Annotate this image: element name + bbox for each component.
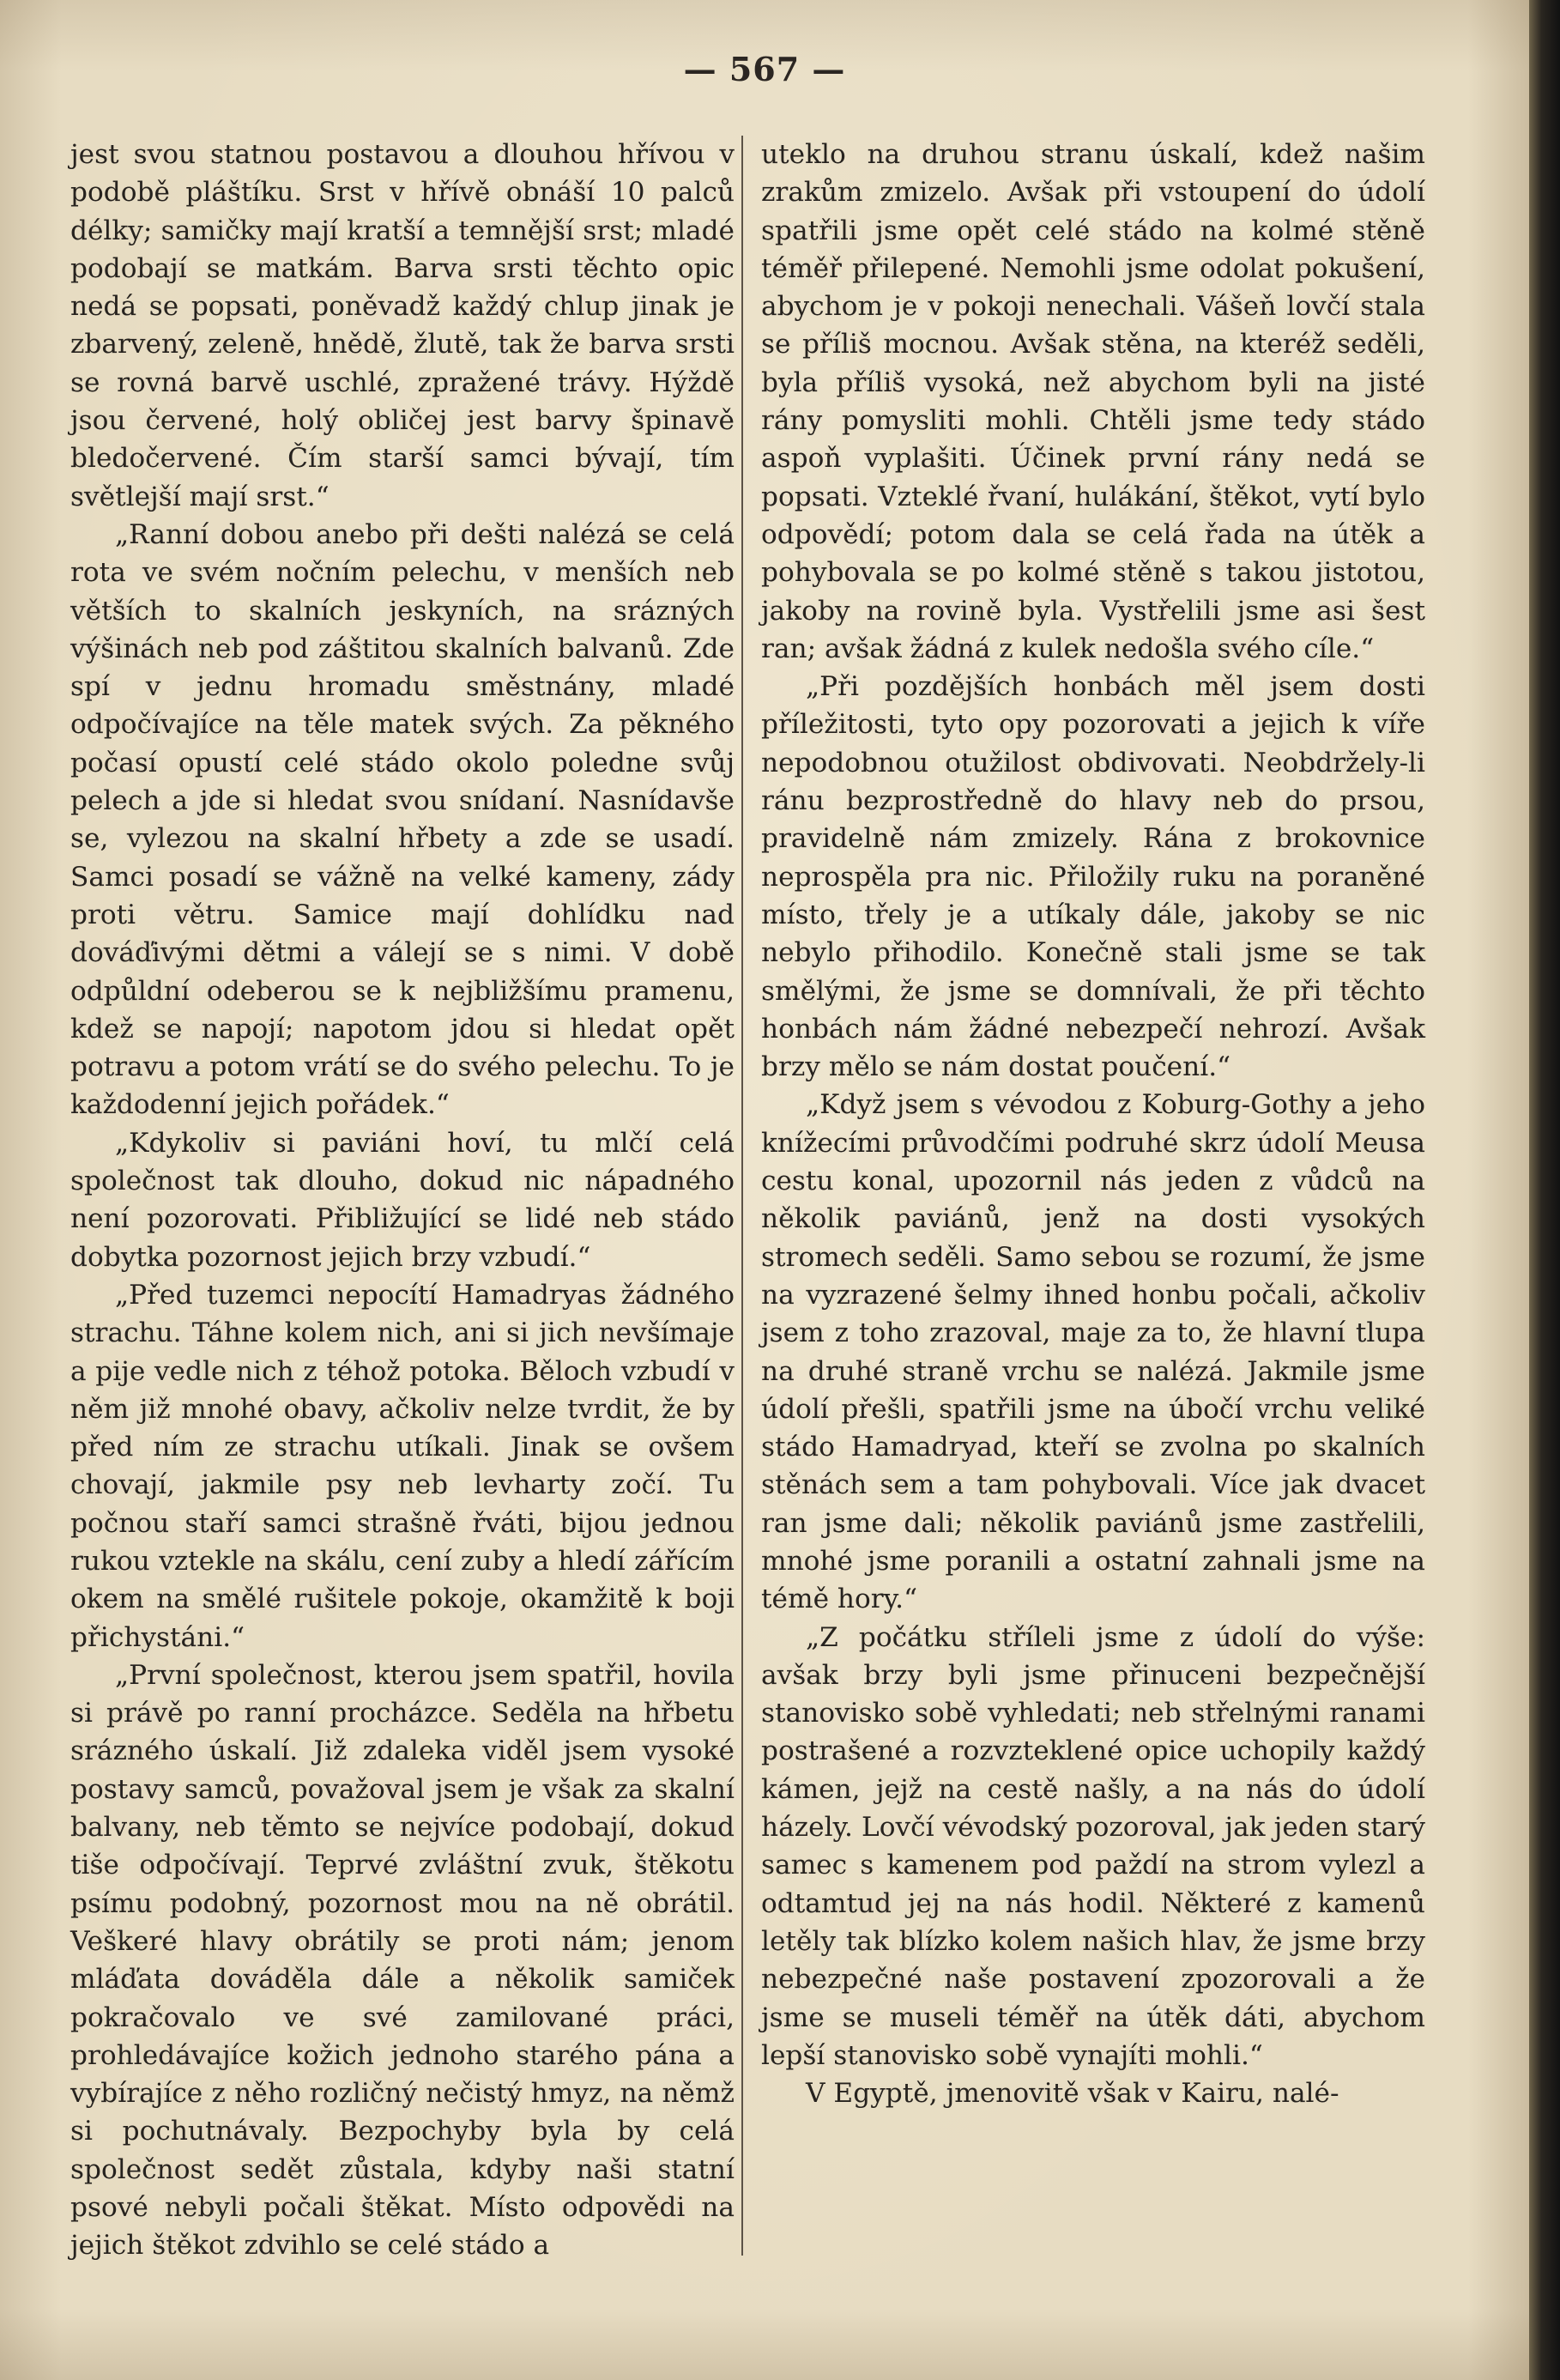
paragraph: uteklo na druhou stranu úskalí, kdež našim zrakům zmizelo. Avšak při vstoupení do údolí spatřili jsme opět celé stádo na kolmé stěně téměř přilepené. Nemohli jsme odolat pokušení, abychom je v pokoji nenechali. Vášeň lovčí stala se příliš mocnou. Avšak stěna, na kteréž seděli, byla příliš vysoká, než abychom byli na jisté rány pomysliti mohli. Chtěli jsme tedy stádo aspoň vyplašiti. Účinek první rány nedá se popsati. Vzteklé řvaní, hulákání, štěkot, vytí bylo odpovědí; potom dala se celá řada na útěk a pohybovala se po kolmé stěně s takou jistotou, jakoby na rovině byla. Vystřelili jsme asi šest ran; avšak žádná z kulek nedošla svého cíle.“ (761, 139, 1425, 664)
paragraph: „Kdykoliv si paviáni hoví, tu mlčí celá společnost tak dlouho, dokud nic nápadného není pozorovati. Přibližující se lidé neb stádo dobytka pozornost jejich brzy vzbudí.“ (70, 1127, 735, 1273)
left-column (70, 136, 735, 2265)
paragraph: „Z počátku stříleli jsme z údolí do výše: avšak brzy byli jsme přinuceni bezpečnější stanovisko sobě vyhledati; neb střelnými ranami postrašené a rozvzteklené opice uchopily každý kámen, jejž na cestě našly, a na nás do údolí házely. Lovčí vévodský pozoroval, jak jeden starý samec s kamenem pod paždí na strom vylezl a odtamtud jej na nás hodil. Některé z kamenů letěly tak blízko kolem našich hlav, že jsme brzy nebezpečné naše postavení zpozorovali a že jsme se museli téměř na útěk dáti, abychom lepší stanovisko sobě vynajíti mohli.“ (761, 1621, 1425, 2071)
right-column (761, 136, 1425, 2112)
paragraph: „Ranní dobou anebo při dešti nalézá se celá rota ve svém nočním pelechu, v menších neb větších to skalních jeskyních, na srázných výšinách neb pod záštitou skalních balvanů. Zde spí v jednu hromadu směstnány, mladé odpočívajíce na těle matek svých. Za pěkného počasí opustí celé stádo okolo poledne svůj pelech a jde si hledat svou snídaní. Nasnídavše se, vylezou na skalní hřbety a zde se usadí. Samci posadí se vážně na velké kameny, zády proti větru. Samice mají dohlídku nad dováďivými dětmi a válejí se s nimi. V době odpůldní odeberou se k nejbližšímu pramenu, kdež se napojí; napotom jdou si hledat opět potravu a potom vrátí se do svého pelechu. To je každodenní jejich pořádek.“ (70, 518, 735, 1121)
paragraph: V Egyptě, jmenovitě však v Kairu, nalé- (806, 2078, 1339, 2110)
paragraph: jest svou statnou postavou a dlouhou hřívou v podobě pláštíku. Srst v hřívě obnáší 10 palců délky; samičky mají kratší a temnější srst; mladé podobají se matkám. Barva srsti těchto opic nedá se popsati, poněvadž každý chlup jinak je zbarvený, zeleně, hnědě, žlutě, tak že barva srsti se rovná barvě uschlé, zpražené trávy. Hýždě jsou červené, holý obličej jest barvy špinavě bledočervené. Čím starší samci bývají, tím světlejší mají srst.“ (70, 139, 735, 512)
paragraph: „Před tuzemci nepocítí Hamadryas žádného strachu. Táhne kolem nich, ani si jich nevšímaje a pije vedle nich z téhož potoka. Běloch vzbudí v něm již mnohé obavy, ačkoliv nelze tvrdit, že by před ním ze strachu utíkali. Jinak se ovšem chovají, jakmile psy neb levharty zočí. Tu počnou staří samci strašně řváti, bijou jednou rukou vztekle na skálu, cení zuby a hledí zářícím okem na smělé rušitele pokoje, okamžitě k boji přichystáni.“ (70, 1279, 735, 1653)
book-spine-shadow (1529, 0, 1560, 2380)
paragraph: „První společnost, kterou jsem spatřil, hovila si právě po ranní procházce. Seděla na hřbetu srázného úskalí. Již zdaleka viděl jsem vysoké postavy samců, považoval jsem je však za skalní balvany, neb těmto se nejvíce podobají, dokud tiše odpočívají. Teprvé zvláštní zvuk, štěkotu psímu podobný, pozornost mou na ně obrátil. Veškeré hlavy obrátily se proti nám; jenom mláďata dováděla dále a několik samiček pokračovalo ve své zamilované práci, prohledávajíce kožich jednoho starého pána a vybírajíce z něho rozličný nečistý hmyz, na němž si pochutnávaly. Bezpochyby byla by celá společnost sedět zůstala, kdyby naši statní psové nebyli počali štěkat. Místo odpovědi na jejich štěkot zdvihlo se celé stádo a (70, 1659, 735, 2262)
page-number: — 567 — (683, 50, 846, 88)
paragraph: „Při pozdějších honbách měl jsem dosti příležitosti, tyto opy pozorovati a jejich k víře nepodobnou otužilost obdivovati. Neobdržely-li ránu bezprostředně do hlavy neb do prsou, pravidelně nám zmizely. Rána z brokovnice neprospěla pra nic. Přiložily ruku na poraněné místo, třely je a utíkaly dále, jakoby se nic nebylo přihodilo. Konečně stali jsme se tak smělými, že jsme se domnívali, že při těchto honbách nám žádné nebezpečí nehrozí. Avšak brzy mělo se nám dostat poučení.“ (761, 671, 1425, 1083)
column-divider (741, 136, 743, 2256)
paragraph: „Když jsem s vévodou z Koburg-Gothy a jeho knížecími průvodčími podruhé skrz údolí Meusa cestu konal, upozornil nás jeden z vůdců na několik paviánů, jenž na dosti vysokých stromech seděli. Samo sebou se rozumí, že jsme na vyzrazené šelmy ihned honbu počali, ačkoliv jsem z toho zrazoval, maje za to, že hlavní tlupa na druhé straně vrchu se nalézá. Jakmile jsme údolí přešli, spatřili jsme na úbočí vrchu veliké stádo Hamadryad, kteří se zvolna po skalních stěnách sem a tam pohybovali. Více jak dvacet ran jsme dali; několik paviánů jsme zastřelili, mnohé jsme poranili a ostatní zahnali jsme na témě hory.“ (761, 1089, 1425, 1615)
